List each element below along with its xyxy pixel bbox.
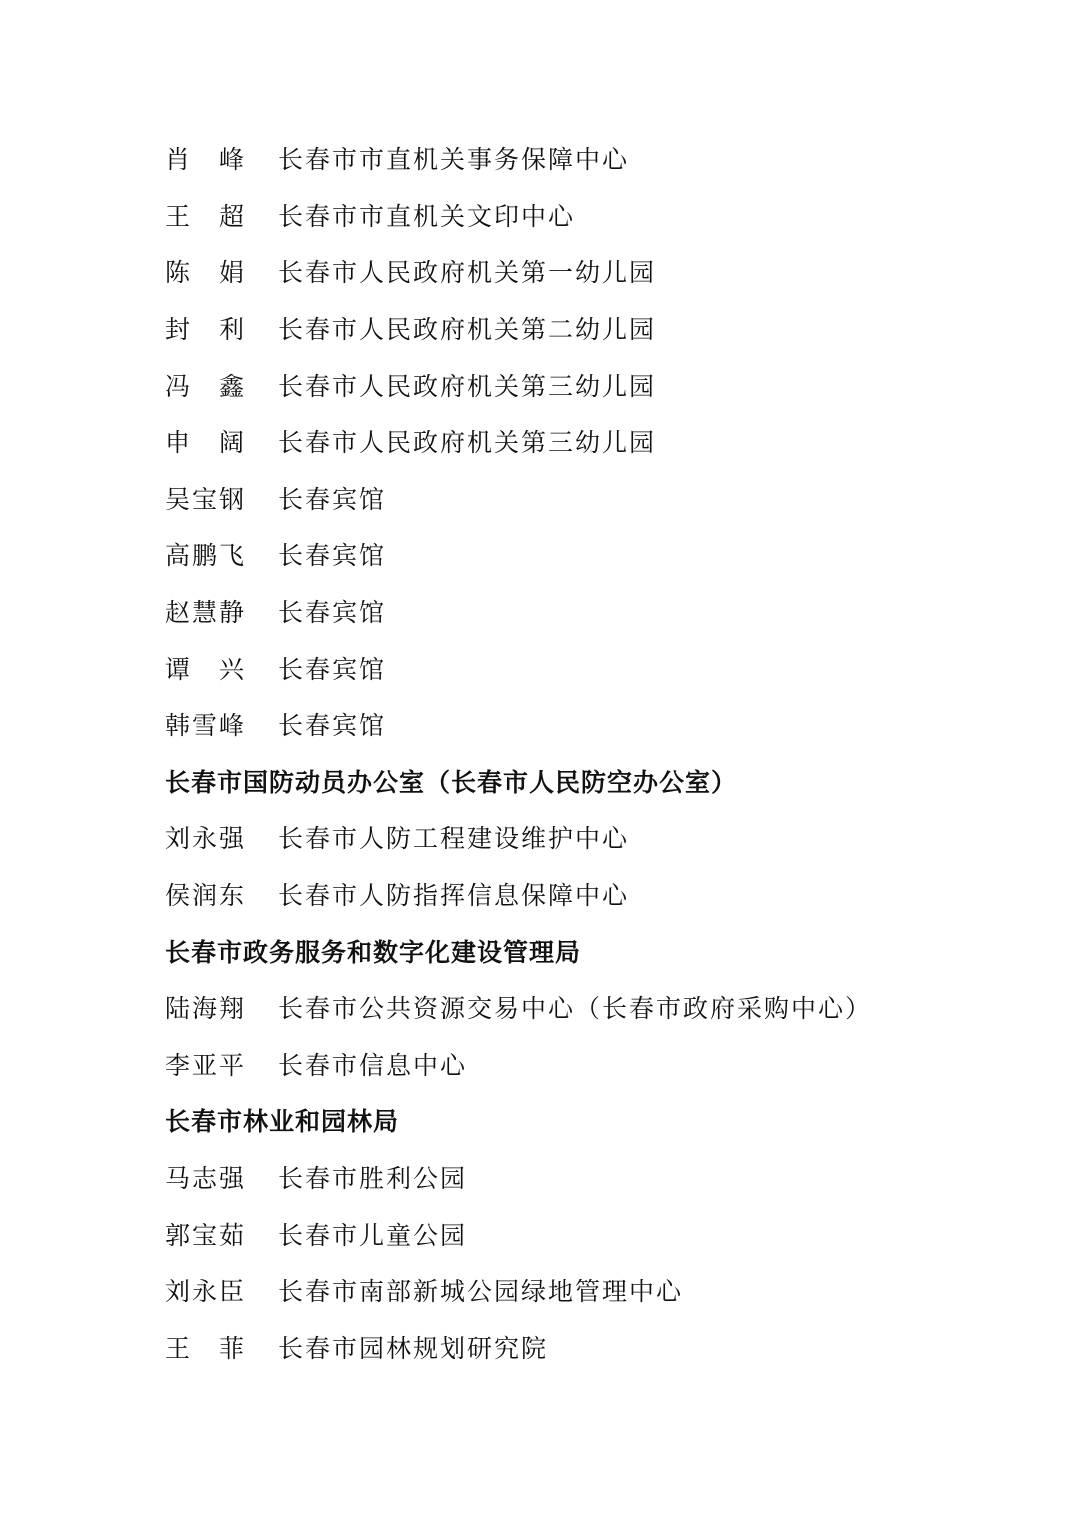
name-list bbox=[165, 130, 1045, 1375]
work-unit: 长春市人民政府机关第三幼儿园 bbox=[278, 428, 657, 458]
department-heading: 长春市林业和园林局 bbox=[165, 1107, 400, 1137]
person-name: 李亚平 bbox=[165, 1050, 247, 1080]
person-name: 吴宝钢 bbox=[165, 484, 247, 514]
list-item bbox=[165, 130, 1045, 187]
work-unit: 长春市儿童公园 bbox=[278, 1220, 468, 1250]
work-unit: 长春市人民政府机关第三幼儿园 bbox=[278, 371, 657, 401]
work-unit: 长春宾馆 bbox=[278, 711, 387, 741]
list-item bbox=[165, 979, 1045, 1036]
work-unit: 长春宾馆 bbox=[278, 598, 387, 628]
work-unit: 长春市公共资源交易中心（长春市政府采购中心） bbox=[278, 994, 873, 1024]
list-item bbox=[165, 866, 1045, 923]
list-item bbox=[165, 300, 1045, 357]
person-name: 陆海翔 bbox=[165, 994, 247, 1024]
list-item bbox=[165, 187, 1045, 244]
list-item bbox=[165, 583, 1045, 640]
list-item bbox=[165, 809, 1045, 866]
department-heading: 长春市政务服务和数字化建设管理局 bbox=[165, 937, 582, 967]
person-name: 冯 鑫 bbox=[165, 371, 247, 401]
person-name: 韩雪峰 bbox=[165, 711, 247, 741]
work-unit: 长春市胜利公园 bbox=[278, 1163, 468, 1193]
work-unit: 长春市园林规划研究院 bbox=[278, 1333, 549, 1363]
work-unit: 长春市南部新城公园绿地管理中心 bbox=[278, 1277, 684, 1307]
person-name: 高鹏飞 bbox=[165, 541, 247, 571]
list-item bbox=[165, 1318, 1045, 1375]
person-name: 刘永强 bbox=[165, 824, 247, 854]
work-unit: 长春宾馆 bbox=[278, 654, 387, 684]
list-item bbox=[165, 413, 1045, 470]
person-name: 刘永臣 bbox=[165, 1277, 247, 1307]
person-name: 申 阔 bbox=[165, 428, 247, 458]
list-item bbox=[165, 696, 1045, 753]
work-unit: 长春市市直机关文印中心 bbox=[278, 201, 576, 231]
work-unit: 长春宾馆 bbox=[278, 484, 387, 514]
person-name: 王 菲 bbox=[165, 1333, 247, 1363]
list-item bbox=[165, 356, 1045, 413]
person-name: 马志强 bbox=[165, 1163, 247, 1193]
list-item bbox=[165, 470, 1045, 527]
work-unit: 长春市人民政府机关第一幼儿园 bbox=[278, 258, 657, 288]
list-item bbox=[165, 1149, 1045, 1206]
list-item bbox=[165, 1036, 1045, 1093]
list-item bbox=[165, 639, 1045, 696]
list-item bbox=[165, 243, 1045, 300]
list-item bbox=[165, 1262, 1045, 1319]
list-item bbox=[165, 1205, 1045, 1262]
person-name: 谭 兴 bbox=[165, 654, 247, 684]
person-name: 封 利 bbox=[165, 315, 247, 345]
work-unit: 长春市人民政府机关第二幼儿园 bbox=[278, 315, 657, 345]
work-unit: 长春宾馆 bbox=[278, 541, 387, 571]
list-item bbox=[165, 526, 1045, 583]
person-name: 侯润东 bbox=[165, 881, 247, 911]
work-unit: 长春市信息中心 bbox=[278, 1050, 468, 1080]
person-name: 肖 峰 bbox=[165, 145, 247, 175]
person-name: 陈 娟 bbox=[165, 258, 247, 288]
person-name: 郭宝茹 bbox=[165, 1220, 247, 1250]
work-unit: 长春市人防工程建设维护中心 bbox=[278, 824, 630, 854]
work-unit: 长春市市直机关事务保障中心 bbox=[278, 145, 630, 175]
person-name: 赵慧静 bbox=[165, 598, 247, 628]
work-unit: 长春市人防指挥信息保障中心 bbox=[278, 881, 630, 911]
department-heading: 长春市国防动员办公室（长春市人民防空办公室） bbox=[165, 767, 738, 797]
person-name: 王 超 bbox=[165, 201, 247, 231]
